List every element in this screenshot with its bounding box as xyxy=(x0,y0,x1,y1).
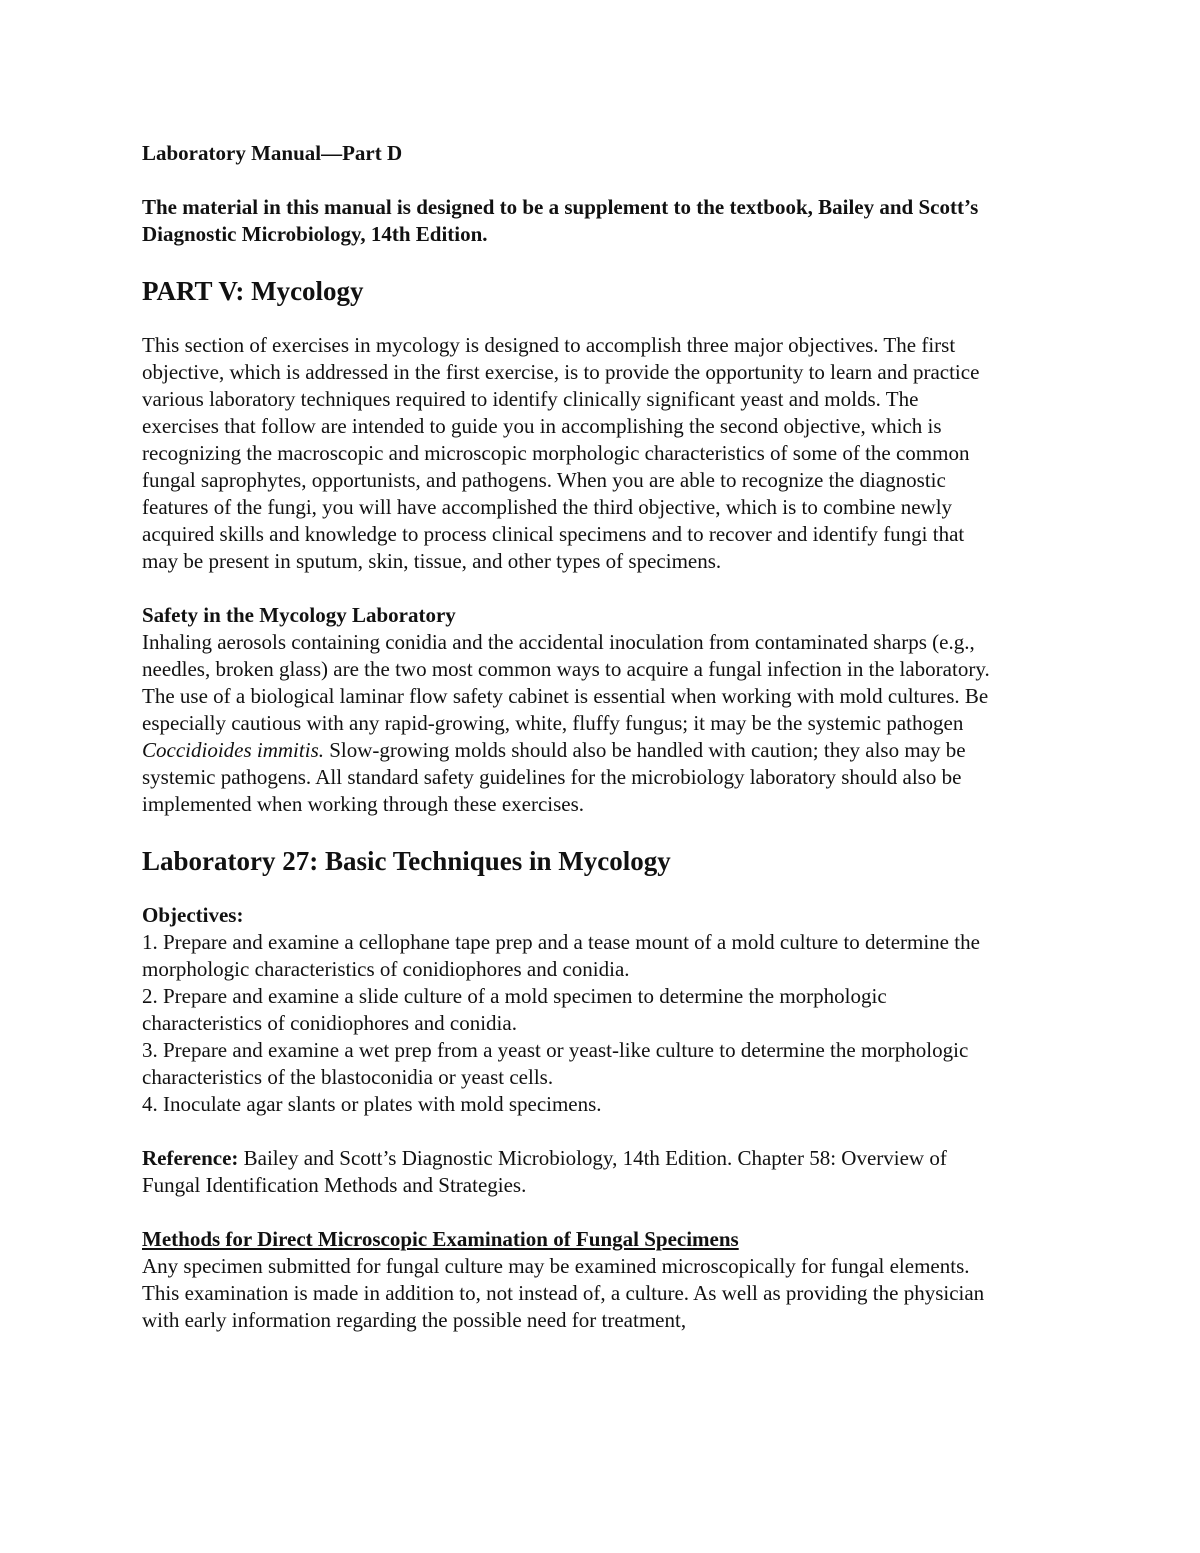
part-title: PART V: Mycology xyxy=(142,276,364,306)
objective-item: 1. Prepare and examine a cellophane tape prep and a tease mount of a mold culture to determine the morphologic characteristics of conidiophores and conidia. xyxy=(142,930,980,981)
objective-item: 4. Inoculate agar slants or plates with mold specimens. xyxy=(142,1092,602,1116)
document-page xyxy=(142,140,992,1334)
safety-section xyxy=(142,602,992,818)
methods-heading: Methods for Direct Microscopic Examination of Fungal Specimens xyxy=(142,1227,739,1251)
methods-section xyxy=(142,1226,992,1334)
safety-text-part-2: Slow-growing molds should also be handled with caution; they also may be systemic pathogens. All standard safety guidelines for the microbiology laboratory should also be implemented when working through these exercises. xyxy=(142,738,966,816)
safety-paragraph xyxy=(142,629,992,818)
safety-text-part-1: Inhaling aerosols containing conidia and the accidental inoculation from contaminated sharps (e.g., needles, broken glass) are the two most common ways to acquire a fungal infection in the laboratory. The use of a biological laminar flow safety cabinet is essential when working with mold cultures. Be especially cautious with any rapid-growing, white, fluffy fungus; it may be the systemic pathogen xyxy=(142,630,990,735)
coccidioides-term: Coccidioides immitis. xyxy=(142,738,324,762)
objective-item: 3. Prepare and examine a wet prep from a yeast or yeast-like culture to determine the morphologic characteristics of the blastoconidia or yeast cells. xyxy=(142,1038,969,1089)
manual-title: Laboratory Manual—Part D xyxy=(142,141,403,165)
lab-27-title: Laboratory 27: Basic Techniques in Mycology xyxy=(142,846,671,876)
supplement-note: The material in this manual is designed to be a supplement to the textbook, Bailey and Scott’s Diagnostic Microbiology, 14th Edition. xyxy=(142,195,979,246)
objectives-section xyxy=(142,902,992,1118)
safety-heading: Safety in the Mycology Laboratory xyxy=(142,603,456,627)
objectives-heading: Objectives: xyxy=(142,903,244,927)
mycology-intro: This section of exercises in mycology is designed to accomplish three major objectives. The first objective, which is addressed in the first exercise, is to provide the opportunity to learn and practice various laboratory techniques required to identify clinically significant yeast and molds. The exercises that follow are intended to guide you in accomplishing the second objective, which is recognizing the macroscopic and microscopic morphologic characteristics of some of the common fungal saprophytes, opportunists, and pathogens. When you are able to recognize the diagnostic features of the fungi, you will have accomplished the third objective, which is to combine newly acquired skills and knowledge to process clinical specimens and to recover and identify fungi that may be present in sputum, skin, tissue, and other types of specimens. xyxy=(142,333,980,573)
reference-paragraph xyxy=(142,1145,992,1199)
objective-item: 2. Prepare and examine a slide culture of a mold specimen to determine the morphologic characteristics of conidiophores and conidia. xyxy=(142,984,887,1035)
reference-text: Bailey and Scott’s Diagnostic Microbiology, 14th Edition. Chapter 58: Overview of Fungal Identification Methods and Strategies. xyxy=(142,1146,947,1197)
reference-label: Reference: xyxy=(142,1146,239,1170)
objectives-list xyxy=(142,929,992,1118)
methods-paragraph: Any specimen submitted for fungal culture may be examined microscopically for fungal elements. This examination is made in addition to, not instead of, a culture. As well as providing the physician with early information regarding the possible need for treatment, xyxy=(142,1254,985,1332)
